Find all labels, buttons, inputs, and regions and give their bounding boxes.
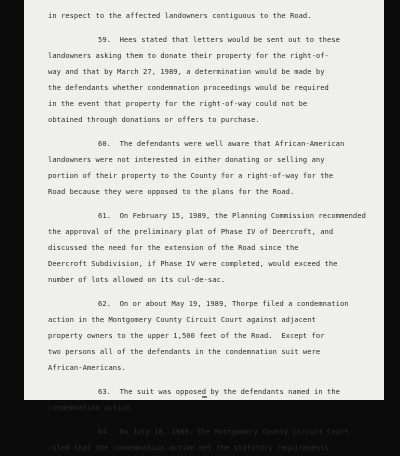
text-line: the approval of the preliminary plat of Phase IV of Deercroft, and (48, 227, 334, 236)
text-line: portion of their property to the County for a right-of-way for the (48, 171, 334, 180)
page-number-fragment (202, 396, 207, 398)
paragraph-first-line: 61. On February 15, 1989, the Planning Commission recommended (98, 211, 366, 220)
paragraph-first-line: 64. On July 18, 1989, the Montgomery County Circuit Court (98, 427, 349, 436)
text-line: two persons all of the defendants in the condemnation suit were (48, 347, 321, 356)
document-body (48, 8, 374, 456)
paragraph-gap (48, 376, 374, 384)
paragraph-first-line: 63. The suit was opposed by the defendants named in the (98, 387, 340, 396)
text-line: obtained through donations or offers to purchase. (48, 115, 260, 124)
text-line: number of lots allowed on its cul-de-sac. (48, 275, 226, 284)
text-line: Deercroft Subdivision, if Phase IV were completed, would exceed the (48, 259, 338, 268)
text-line: discussed the need for the extension of the Road since the (48, 243, 299, 252)
text-line: property owners to the upper 1,500 feet of the Road. Except for (48, 331, 325, 340)
document-page (24, 0, 384, 452)
paragraph-gap (48, 128, 374, 136)
text-line: landowners asking them to donate their property for the right-of- (48, 51, 329, 60)
text-line: action in the Montgomery County Circuit Court against adjacent (48, 315, 316, 324)
paragraph-first-line: 62. On or about May 19, 1989, Thorpe filed a condemnation (98, 299, 349, 308)
text-line: ruled that the condemnation action met the statutory requirements (48, 443, 329, 452)
text-line: condemnation action. (48, 403, 135, 412)
paragraph-gap (48, 24, 374, 32)
text-line: Road because they were opposed to the plans for the Road. (48, 187, 295, 196)
text-line: in the event that property for the right-of-way could not be (48, 99, 308, 108)
paragraph-gap (48, 288, 374, 296)
text-line: African-Americans. (48, 363, 126, 372)
paragraph-gap (48, 200, 374, 208)
text-line: in respect to the affected landowners contiguous to the Road. (48, 11, 312, 20)
text-line: way and that by March 27, 1989, a determination would be made by (48, 67, 325, 76)
text-line: the defendants whether condemnation proceedings would be required (48, 83, 329, 92)
paragraph-first-line: 60. The defendants were well aware that African-American (98, 139, 345, 148)
paragraph-first-line: 59. Hees stated that letters would be sent out to these (98, 35, 340, 44)
text-line: landowners were not interested in either donating or selling any (48, 155, 325, 164)
paragraph-gap (48, 416, 374, 424)
